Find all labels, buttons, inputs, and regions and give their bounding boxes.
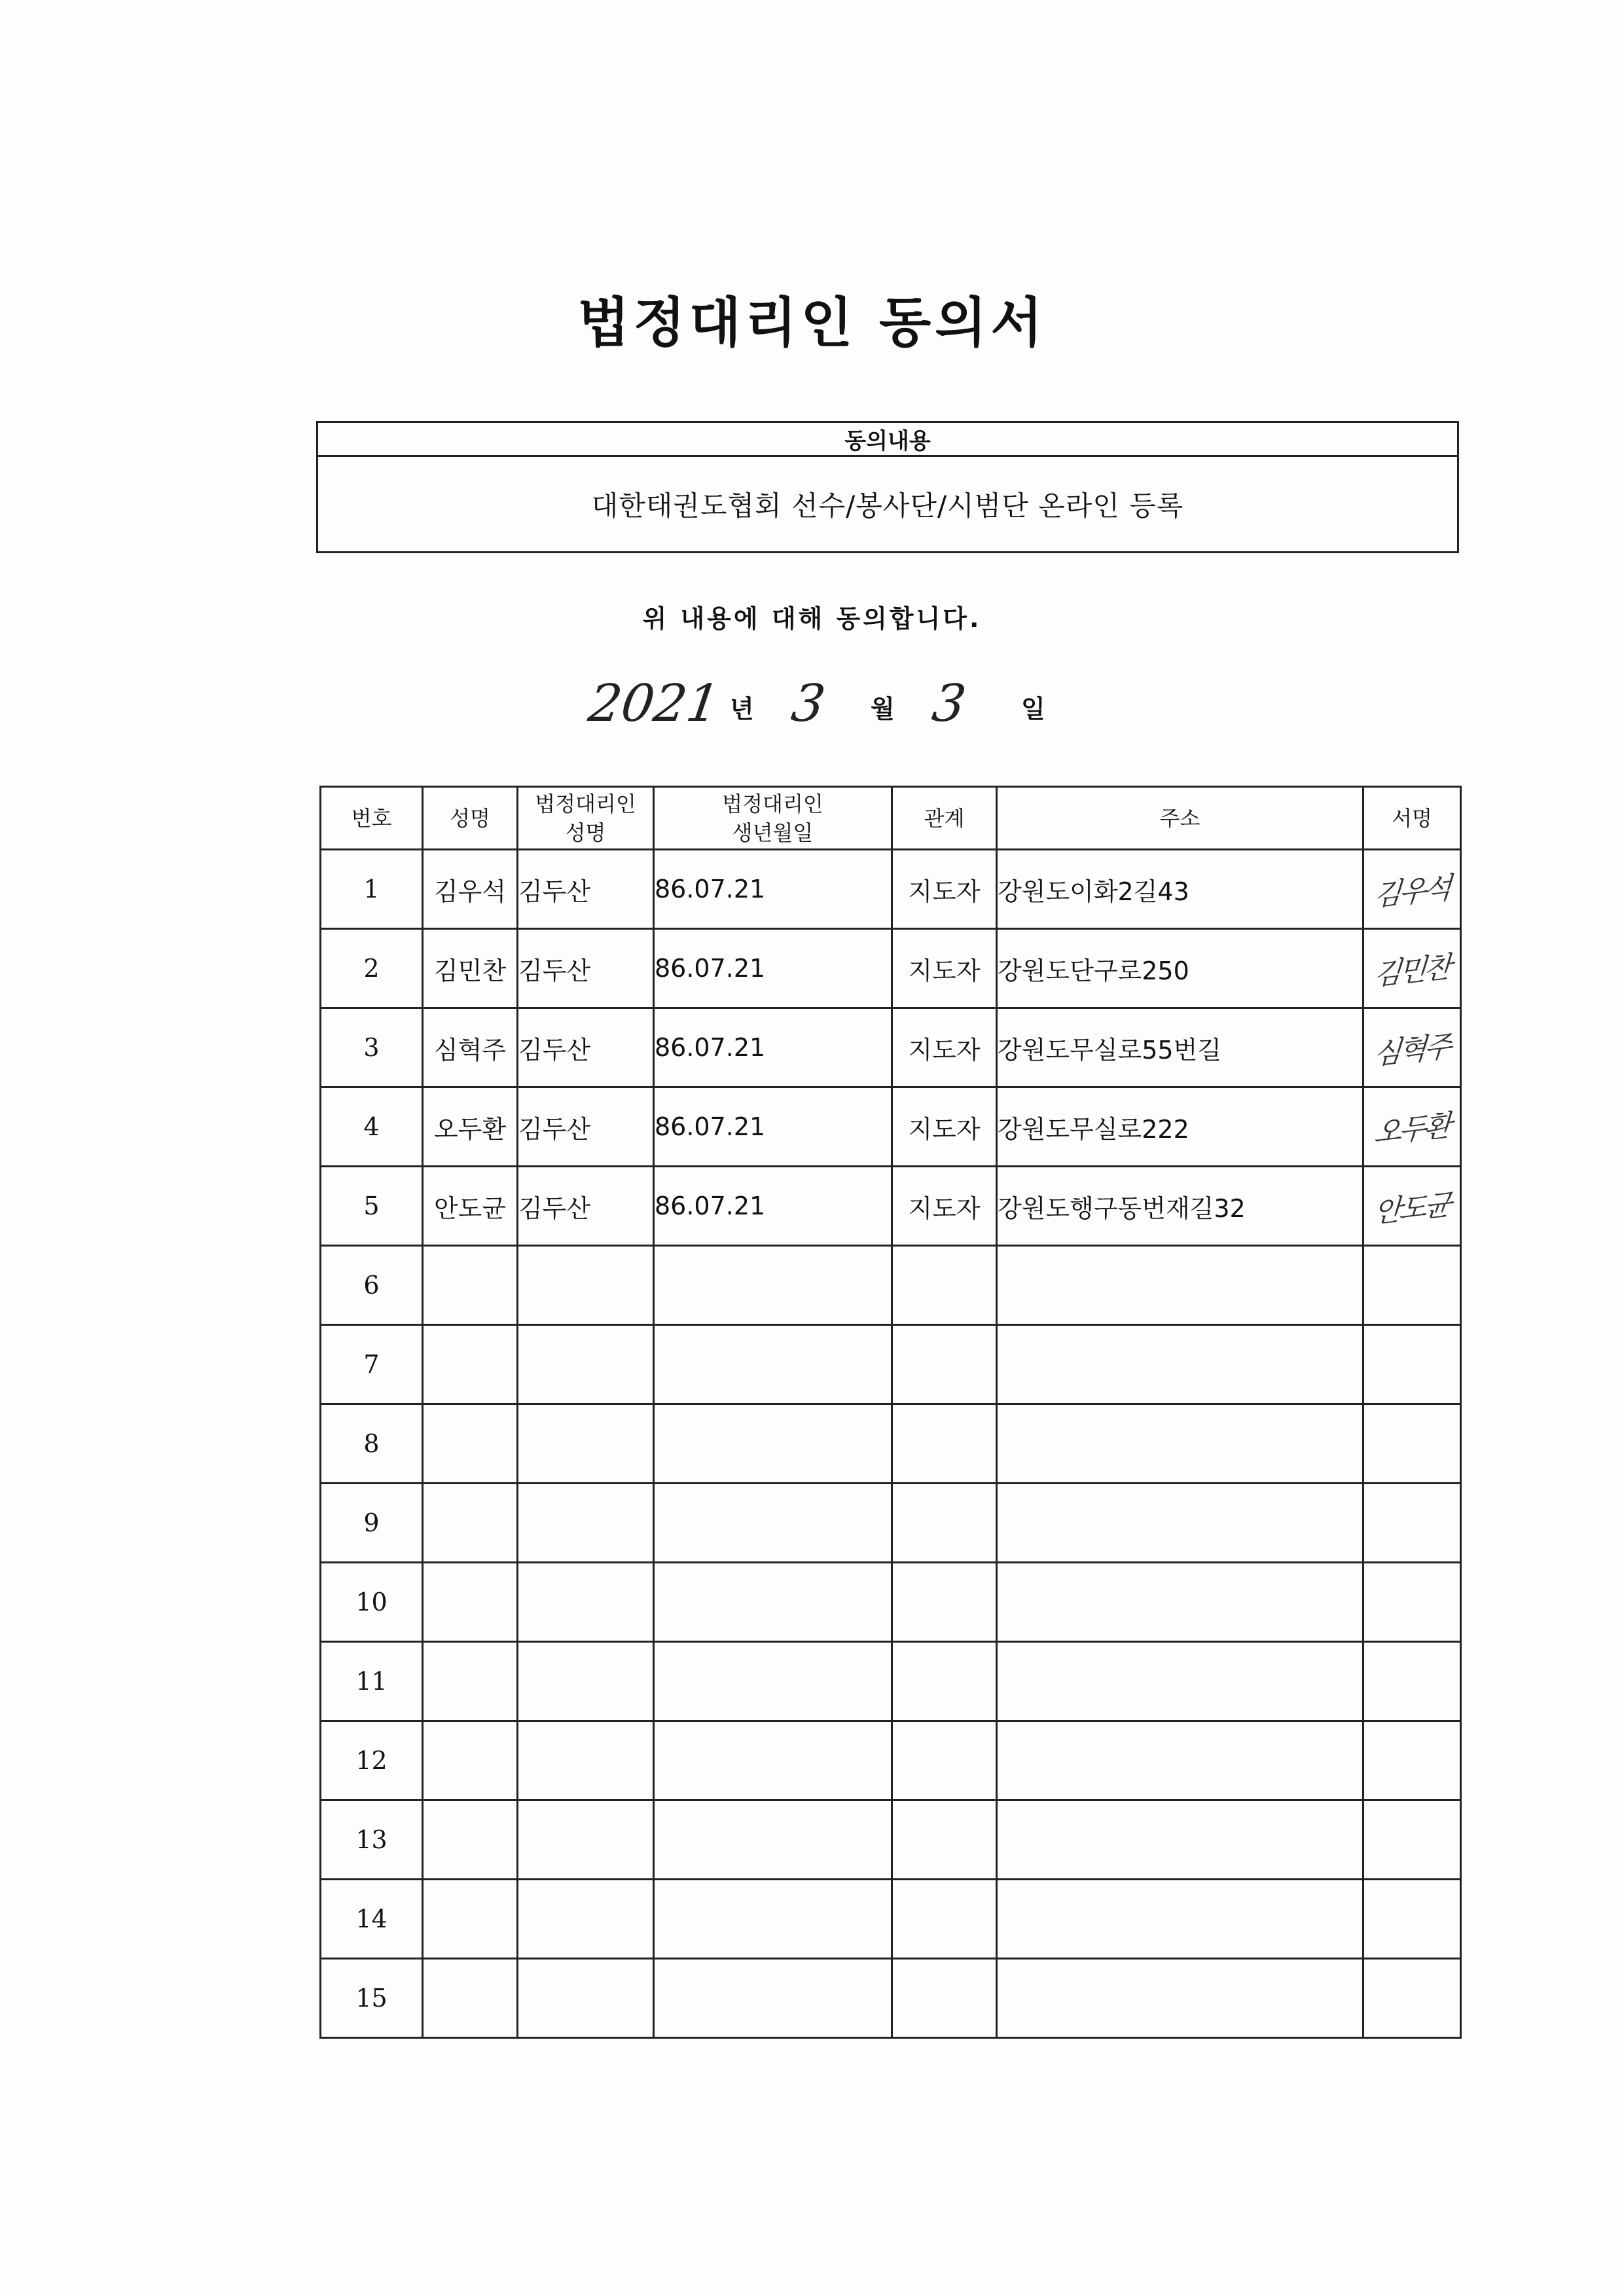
relation-cell — [892, 1880, 997, 1959]
address-cell: 강원도무실로55번길 — [997, 1008, 1363, 1087]
address-cell — [997, 1880, 1363, 1959]
address-cell — [997, 1563, 1363, 1642]
table-row — [321, 1959, 1461, 2038]
representative-birthdate-cell: 86.07.21 — [654, 929, 892, 1008]
table-header-row — [321, 787, 1461, 850]
address-cell — [997, 1325, 1363, 1404]
row-number-cell: 5 — [321, 1167, 423, 1246]
relation-cell — [892, 1800, 997, 1880]
table-row — [321, 1484, 1461, 1563]
participant-name-cell: 심혁주 — [423, 1008, 518, 1087]
relation-cell — [892, 1563, 997, 1642]
relation-cell: 지도자 — [892, 1167, 997, 1246]
row-number-cell: 15 — [321, 1959, 423, 2038]
date-month-unit: 월 — [871, 695, 895, 723]
participant-name-cell: 오두환 — [423, 1087, 518, 1167]
participant-name-cell — [423, 1563, 518, 1642]
row-number-cell: 8 — [321, 1404, 423, 1484]
header-representative-birthdate — [654, 787, 892, 850]
participant-name-cell: 안도균 — [423, 1167, 518, 1246]
row-number-cell: 9 — [321, 1484, 423, 1563]
row-number-cell: 1 — [321, 850, 423, 929]
participant-name-cell — [423, 1880, 518, 1959]
participant-name-cell: 김민찬 — [423, 929, 518, 1008]
signature-cell — [1363, 1484, 1461, 1563]
relation-cell: 지도자 — [892, 1008, 997, 1087]
header-address: 주소 — [997, 787, 1363, 850]
date-day-unit: 일 — [1021, 695, 1045, 723]
date-day-handwritten: 3 — [928, 674, 969, 733]
address-cell — [997, 1484, 1363, 1563]
representative-name-cell — [518, 1721, 654, 1800]
signature-cell — [1363, 1800, 1461, 1880]
address-cell — [997, 1404, 1363, 1484]
representative-birthdate-cell — [654, 1642, 892, 1721]
representative-name-cell — [518, 1563, 654, 1642]
participant-name-cell — [423, 1325, 518, 1404]
table-row — [321, 1008, 1461, 1087]
participant-name-cell — [423, 1404, 518, 1484]
representative-name-cell — [518, 1325, 654, 1404]
header-name: 성명 — [423, 787, 518, 850]
signature-cell — [1363, 1563, 1461, 1642]
representative-name-cell — [518, 1404, 654, 1484]
participant-name-cell — [423, 1959, 518, 2038]
relation-cell — [892, 1484, 997, 1563]
representative-birthdate-cell — [654, 1246, 892, 1325]
handwritten-signature: 안도균 — [1373, 1188, 1451, 1230]
handwritten-signature: 오두환 — [1373, 1108, 1451, 1151]
table-row — [321, 850, 1461, 929]
address-cell — [997, 1642, 1363, 1721]
table-row — [321, 1087, 1461, 1167]
header-representative-name-line2: 성명 — [565, 820, 606, 845]
date-year-handwritten: 2021 — [585, 674, 723, 733]
representative-birthdate-cell — [654, 1404, 892, 1484]
signature-cell — [1363, 929, 1461, 1008]
row-number-cell: 10 — [321, 1563, 423, 1642]
representative-birthdate-cell: 86.07.21 — [654, 850, 892, 929]
participant-name-cell: 김우석 — [423, 850, 518, 929]
relation-cell — [892, 1959, 997, 2038]
row-number-cell: 2 — [321, 929, 423, 1008]
consent-header: 동의내용 — [318, 423, 1457, 457]
consent-box — [316, 421, 1459, 553]
signature-cell — [1363, 1325, 1461, 1404]
representative-birthdate-cell — [654, 1325, 892, 1404]
address-cell: 강원도행구동번재길32 — [997, 1167, 1363, 1246]
guardian-roster-table — [319, 786, 1462, 2039]
representative-birthdate-cell — [654, 1484, 892, 1563]
row-number-cell: 12 — [321, 1721, 423, 1800]
handwritten-signature: 김우석 — [1373, 871, 1451, 913]
relation-cell — [892, 1404, 997, 1484]
header-representative-birthdate-line1: 법정대리인 — [722, 791, 823, 816]
table-row — [321, 1880, 1461, 1959]
representative-birthdate-cell: 86.07.21 — [654, 1087, 892, 1167]
representative-birthdate-cell — [654, 1800, 892, 1880]
participant-name-cell — [423, 1246, 518, 1325]
participant-name-cell — [423, 1642, 518, 1721]
representative-name-cell — [518, 1642, 654, 1721]
table-row — [321, 1721, 1461, 1800]
participant-name-cell — [423, 1800, 518, 1880]
representative-name-cell — [518, 1880, 654, 1959]
relation-cell — [892, 1721, 997, 1800]
row-number-cell: 7 — [321, 1325, 423, 1404]
table-row — [321, 929, 1461, 1008]
table-body — [321, 850, 1461, 2038]
table-row — [321, 1325, 1461, 1404]
row-number-cell: 6 — [321, 1246, 423, 1325]
date-month-handwritten: 3 — [787, 674, 829, 733]
address-cell — [997, 1721, 1363, 1800]
relation-cell: 지도자 — [892, 850, 997, 929]
table-row — [321, 1246, 1461, 1325]
row-number-cell: 3 — [321, 1008, 423, 1087]
header-relation: 관계 — [892, 787, 997, 850]
participant-name-cell — [423, 1721, 518, 1800]
address-cell: 강원도이화2길43 — [997, 850, 1363, 929]
header-signature: 서명 — [1363, 787, 1461, 850]
address-cell — [997, 1800, 1363, 1880]
signature-cell — [1363, 1404, 1461, 1484]
representative-birthdate-cell — [654, 1880, 892, 1959]
table-row — [321, 1404, 1461, 1484]
signature-cell — [1363, 1880, 1461, 1959]
address-cell: 강원도단구로250 — [997, 929, 1363, 1008]
representative-name-cell: 김두산 — [518, 850, 654, 929]
header-representative-birthdate-line2: 생년월일 — [732, 820, 814, 845]
representative-name-cell — [518, 1959, 654, 2038]
row-number-cell: 13 — [321, 1800, 423, 1880]
address-cell: 강원도무실로222 — [997, 1087, 1363, 1167]
representative-birthdate-cell — [654, 1563, 892, 1642]
handwritten-signature: 김민찬 — [1373, 950, 1451, 993]
handwritten-signature: 심혁주 — [1373, 1029, 1451, 1072]
signature-cell — [1363, 1008, 1461, 1087]
representative-name-cell: 김두산 — [518, 1167, 654, 1246]
signature-cell — [1363, 1167, 1461, 1246]
relation-cell: 지도자 — [892, 929, 997, 1008]
header-number: 번호 — [321, 787, 423, 850]
representative-birthdate-cell: 86.07.21 — [654, 1008, 892, 1087]
address-cell — [997, 1246, 1363, 1325]
representative-name-cell: 김두산 — [518, 1087, 654, 1167]
row-number-cell: 4 — [321, 1087, 423, 1167]
date-line — [576, 674, 1074, 746]
table-row — [321, 1563, 1461, 1642]
table-row — [321, 1167, 1461, 1246]
relation-cell — [892, 1642, 997, 1721]
header-representative-name-line1: 법정대리인 — [535, 791, 636, 816]
relation-cell — [892, 1246, 997, 1325]
relation-cell: 지도자 — [892, 1087, 997, 1167]
date-year-unit: 년 — [730, 695, 754, 723]
signature-cell — [1363, 1959, 1461, 2038]
signature-cell — [1363, 850, 1461, 929]
representative-name-cell — [518, 1246, 654, 1325]
signature-cell — [1363, 1721, 1461, 1800]
relation-cell — [892, 1325, 997, 1404]
signature-cell — [1363, 1642, 1461, 1721]
row-number-cell: 11 — [321, 1642, 423, 1721]
address-cell — [997, 1959, 1363, 2038]
representative-name-cell: 김두산 — [518, 929, 654, 1008]
representative-birthdate-cell — [654, 1959, 892, 2038]
representative-name-cell: 김두산 — [518, 1008, 654, 1087]
consent-content: 대한태권도협회 선수/봉사단/시범단 온라인 등록 — [591, 490, 1184, 522]
representative-birthdate-cell: 86.07.21 — [654, 1167, 892, 1246]
table-row — [321, 1642, 1461, 1721]
row-number-cell: 14 — [321, 1880, 423, 1959]
header-representative-name — [518, 787, 654, 850]
representative-birthdate-cell — [654, 1721, 892, 1800]
signature-cell — [1363, 1087, 1461, 1167]
signature-cell — [1363, 1246, 1461, 1325]
representative-name-cell — [518, 1484, 654, 1563]
participant-name-cell — [423, 1484, 518, 1563]
table-row — [321, 1800, 1461, 1880]
agreement-statement: 위 내용에 대해 동의합니다. — [642, 604, 982, 633]
representative-name-cell — [518, 1800, 654, 1880]
document-title: 법정대리인 동의서 — [577, 292, 1047, 354]
